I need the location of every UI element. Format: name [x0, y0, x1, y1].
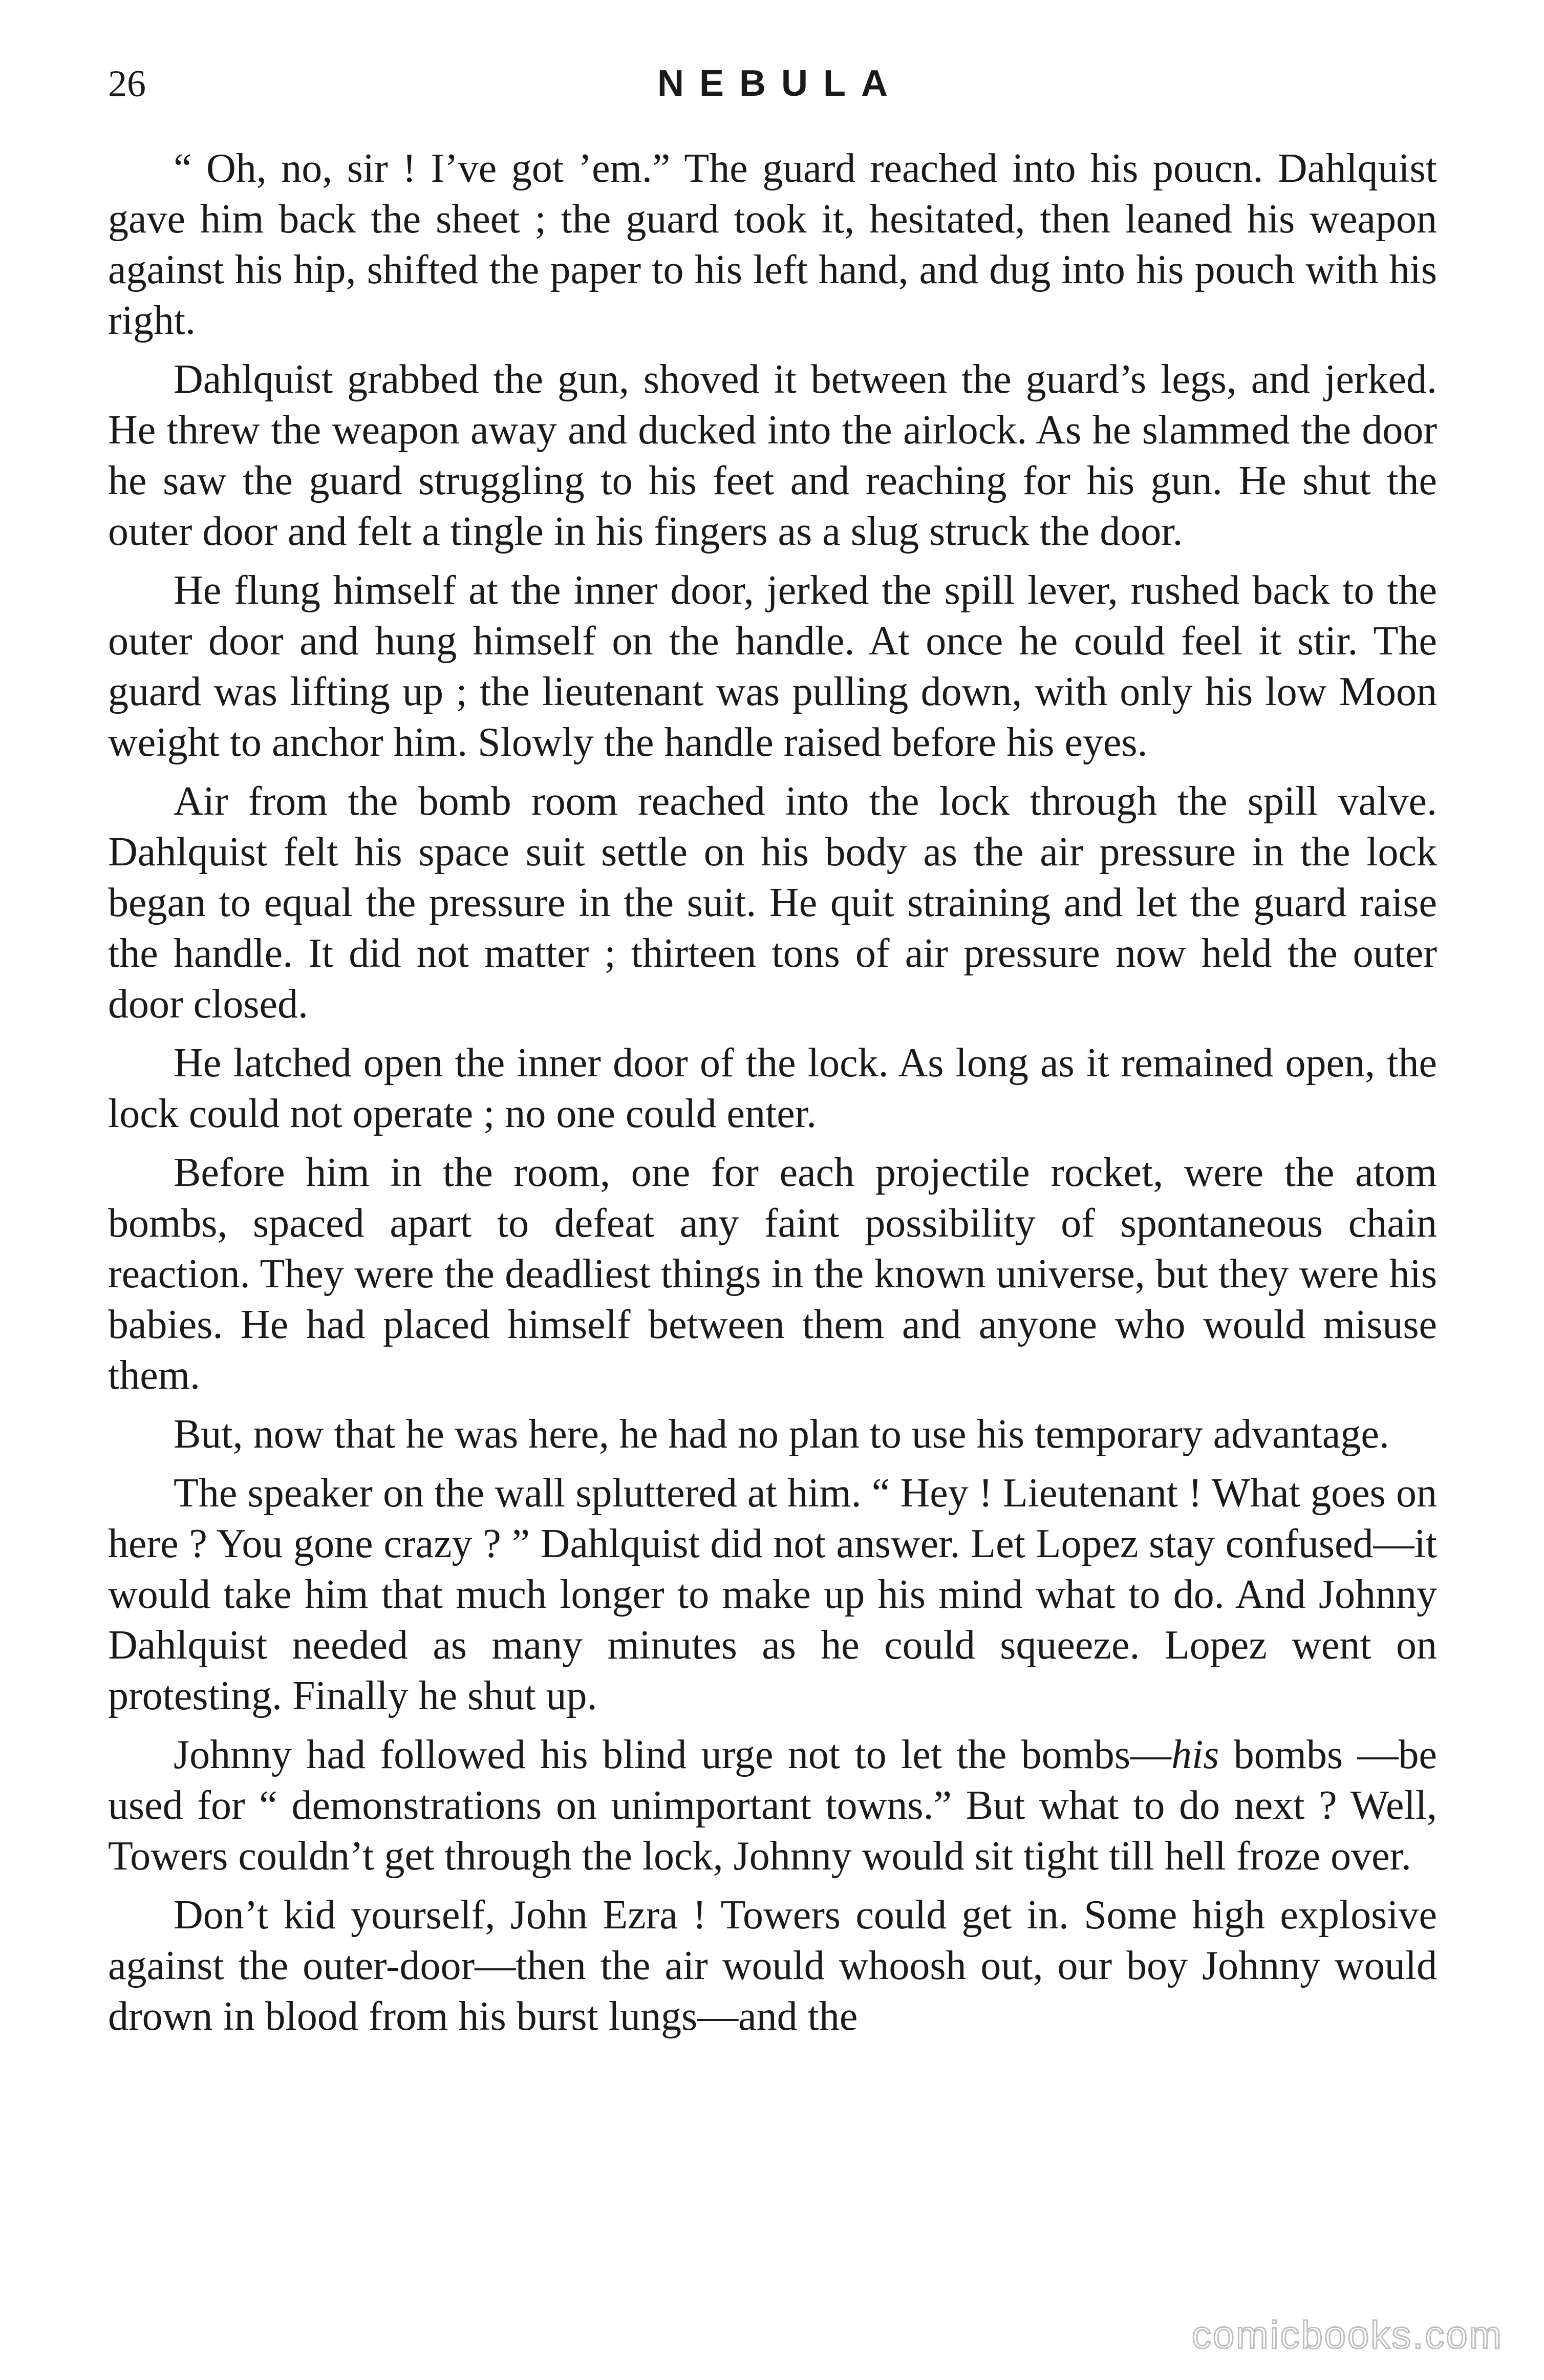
paragraph-1: “ Oh, no, sir ! I’ve got ’em.” The guard reached into his poucn. Dahlquist gave him back the sheet ; the guard took it, hesitated, then leaned his weapon against his hip, shifted the paper to his left hand, and dug into his pouch with his right.: [108, 146, 1437, 343]
paragraph-2: Dahlquist grabbed the gun, shoved it between the guard’s legs, and jerked. He threw the weapon away and ducked into the airlock. As he slammed the door he saw the guard struggling to his feet and reaching for his gun. He shut the outer door and felt a tingle in his fingers as a slug struck the door.: [108, 357, 1437, 554]
paragraph-9-italic-word: his: [1171, 1732, 1219, 1777]
running-title: NEBULA: [657, 63, 903, 104]
paragraph-7: But, now that he was here, he had no plan to use his temporary advantage.: [174, 1412, 1389, 1457]
paragraph-5: He latched open the inner door of the lock. As long as it remained open, the lock could not operate ; no one could enter.: [108, 1040, 1437, 1136]
paragraph-3: He flung himself at the inner door, jerked the spill lever, rushed back to the outer door and hung himself on the handle. At once he could feel it stir. The guard was lifting up ; the lieutenant was pulling down, with only his low Moon weight to anchor him. Slowly the handle raised before his eyes.: [108, 568, 1437, 765]
paragraph-10: Don’t kid yourself, John Ezra ! Towers could get in. Some high explosive against the outer-door—then the air would whoosh out, our boy Johnny would drown in blood from his burst lungs—and the: [108, 1893, 1437, 2039]
paragraph-8: The speaker on the wall spluttered at him. “ Hey ! Lieutenant ! What goes on here ? You gone crazy ? ” Dahlquist did not answer. Let Lopez stay confused—it would take him that much longer to make up his mind what to do. And Johnny Dahlquist needed as many minutes as he could squeeze. Lopez went on protesting. Finally he shut up.: [108, 1471, 1437, 1718]
page-number: 26: [108, 63, 146, 105]
page-header: [108, 49, 1437, 120]
paragraph-9-text-start: Johnny had followed his blind urge not to let the bombs—: [174, 1732, 1171, 1777]
body-text: [108, 143, 1437, 2050]
paragraph-6: Before him in the room, one for each projectile rocket, were the atom bombs, spaced apart to defeat any faint possibility of spontaneous chain reaction. They were the deadliest things in the known universe, but they were his babies. He had placed himself between them and anyone who would misuse them.: [108, 1150, 1437, 1398]
paragraph-9-text-end: bombs —be used for “ demonstrations on unimportant towns.” But what to do next ? Well, Towers couldn’t get through the lock, Johnny would sit tight till hell froze over.: [108, 1732, 1437, 1879]
watermark: comicbooks.com: [1192, 2313, 1503, 2357]
paragraph-9: [108, 1730, 1437, 1882]
paragraph-4: Air from the bomb room reached into the lock through the spill valve. Dahlquist felt his space suit settle on his body as the air pressure in the lock began to equal the pressure in the suit. He quit straining and let the guard raise the handle. It did not matter ; thirteen tons of air pressure now held the outer door closed.: [108, 779, 1437, 1027]
